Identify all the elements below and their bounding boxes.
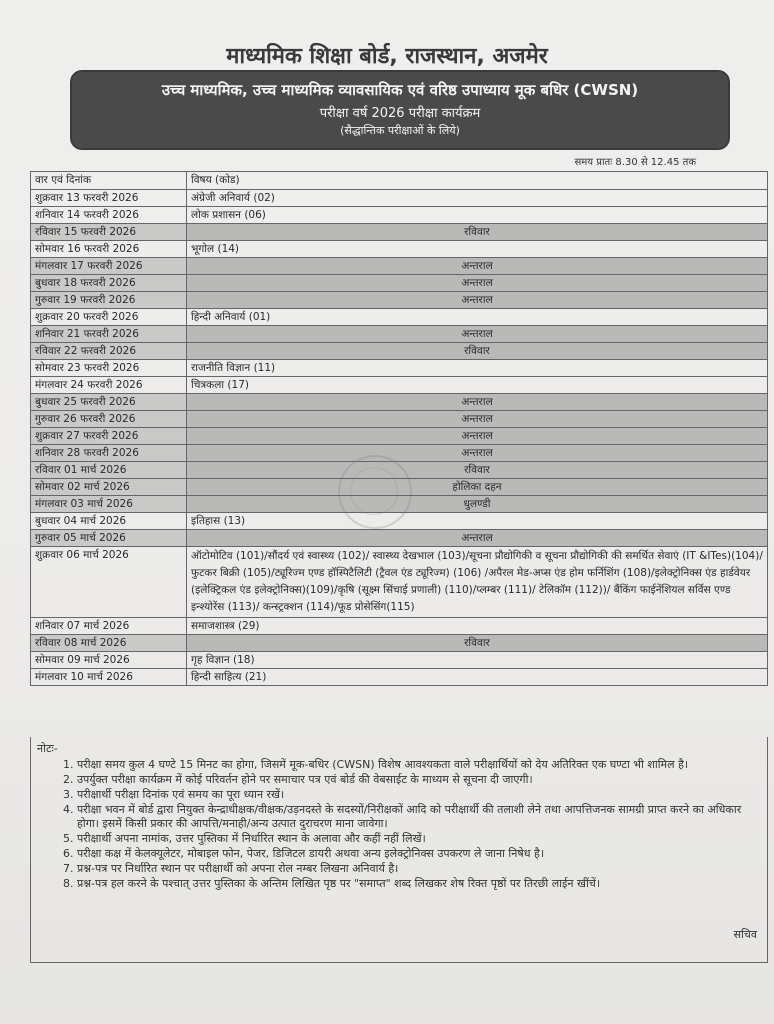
table-row (31, 326, 768, 343)
board-title: माध्यमिक शिक्षा बोर्ड, राजस्थान, अजमेर (226, 44, 548, 69)
notes-section (30, 737, 768, 963)
row-subject: भूगोल (14) (187, 241, 768, 258)
row-date: मंगलवार 10 मार्च 2026 (31, 669, 187, 686)
schedule-table (30, 171, 768, 686)
row-subject: चित्रकला (17) (187, 377, 768, 394)
row-date: शनिवार 14 फरवरी 2026 (31, 207, 187, 224)
note-item: 7. प्रश्न-पत्र पर निर्धारित स्थान पर परीक्षार्थी को अपना रोल नम्बर लिखना अनिवार्य है। (77, 862, 757, 876)
row-subject: ऑटोमोटिव (101)/सौंदर्य एवं स्वास्थ्य (102)/ स्वास्थ्य देखभाल (103)/सूचना प्रौद्योगिकी व सूचना प्रौद्योगिकी की समर्थित सेवाएं (IT &ITes)(104)/फुटकर बिक्री (105)/ट्यूरिज्म एण्ड हॉस्पिटैलिटी (ट्रैवल एंड ट्यूरिज्म) (106) /अपैरल मेड-अप्स एंड होम फर्निशिंग (108)/इलेक्ट्रोनिक्स एंड हार्डवेयर (इलेक्ट्रिकल एंड इलेक्ट्रोनिक्स)(109)/कृषि (सूक्ष्म सिंचाई प्रणाली) (110)/प्लम्बर (111)/ टेलिकॉम (112))/ बैंकिंग फाईनेंशियल सर्विस एण्ड इन्श्योरेंस (113)/ कन्स्ट्रक्शन (114)/फूड प्रोसेसिंग(115) (187, 547, 768, 618)
table-row (31, 224, 768, 241)
row-date: शनिवार 07 मार्च 2026 (31, 618, 187, 635)
table-row (31, 411, 768, 428)
table-row (31, 309, 768, 326)
table-row (31, 292, 768, 309)
table-row (31, 241, 768, 258)
row-date: शुक्रवार 06 मार्च 2026 (31, 547, 187, 618)
table-row (31, 394, 768, 411)
table-row (31, 258, 768, 275)
row-date: रविवार 08 मार्च 2026 (31, 635, 187, 652)
row-date: मंगलवार 03 मार्च 2026 (31, 496, 187, 513)
row-subject: अन्तराल (187, 411, 768, 428)
table-row (31, 530, 768, 547)
row-subject: लोक प्रशासन (06) (187, 207, 768, 224)
note-item: 4. परीक्षा भवन में बोर्ड द्वारा नियुक्त केन्द्राधीक्षक/वीक्षक/उड़नदस्ते के सदस्यों/निरीक्षकों आदि को परीक्षार्थी की तलाशी लेने तथा आपत्तिजनक सामग्री प्राप्त करने का अधिकार होगा। इसमें किसी प्रकार की आपत्ति/मनाही/अन्य उत्पात दुराचरण माना जावेगा। (77, 803, 757, 831)
row-subject: अंग्रेजी अनिवार्य (02) (187, 190, 768, 207)
note-item: 3. परीक्षार्थी परीक्षा दिनांक एवं समय का पूरा ध्यान रखें। (77, 788, 757, 802)
note-item: 2. उपर्युक्त परीक्षा कार्यक्रम में कोई परिवर्तन होने पर समाचार पत्र एवं बोर्ड की वेबसाईट के माध्यम से सूचना दी जाएगी। (77, 773, 757, 787)
row-date: सोमवार 23 फरवरी 2026 (31, 360, 187, 377)
row-date: बुधवार 18 फरवरी 2026 (31, 275, 187, 292)
row-subject: समाजशास्त्र (29) (187, 618, 768, 635)
row-date: शुक्रवार 20 फरवरी 2026 (31, 309, 187, 326)
table-header-row (31, 172, 768, 190)
table-row (31, 343, 768, 360)
row-subject: अन्तराल (187, 428, 768, 445)
table-row (31, 618, 768, 635)
banner-line-3: (सैद्धान्तिक परीक्षाओं के लिये) (340, 124, 460, 137)
row-date: रविवार 01 मार्च 2026 (31, 462, 187, 479)
notes-title: नोटः- (37, 742, 58, 755)
row-date: गुरुवार 26 फरवरी 2026 (31, 411, 187, 428)
row-date: सोमवार 16 फरवरी 2026 (31, 241, 187, 258)
row-subject: रविवार (187, 635, 768, 652)
table-row (31, 207, 768, 224)
exam-banner (72, 72, 728, 148)
table-row (31, 652, 768, 669)
row-date: बुधवार 04 मार्च 2026 (31, 513, 187, 530)
header-date: वार एवं दिनांक (31, 172, 187, 190)
banner-line-1: उच्च माध्यमिक, उच्च माध्यमिक व्यावसायिक एवं वरिष्ठ उपाध्याय मूक बधिर (CWSN) (161, 81, 639, 99)
row-subject: अन्तराल (187, 326, 768, 343)
row-date: शनिवार 21 फरवरी 2026 (31, 326, 187, 343)
row-subject: होलिका दहन (187, 479, 768, 496)
table-row (31, 377, 768, 394)
row-date: शुक्रवार 27 फरवरी 2026 (31, 428, 187, 445)
row-subject: अन्तराल (187, 445, 768, 462)
row-subject: रविवार (187, 343, 768, 360)
row-date: रविवार 15 फरवरी 2026 (31, 224, 187, 241)
note-item: 1. परीक्षा समय कुल 4 घण्टे 15 मिनट का होगा, जिसमें मूक-बधिर (CWSN) विशेष आवश्यकता वाले परीक्षार्थियों को देय अतिरिक्त एक घण्टा भी शामिल है। (77, 758, 757, 772)
row-subject: अन्तराल (187, 394, 768, 411)
row-date: मंगलवार 17 फरवरी 2026 (31, 258, 187, 275)
table-row (31, 190, 768, 207)
row-subject: इतिहास (13) (187, 513, 768, 530)
header-subject: विषय (कोड) (187, 172, 768, 190)
row-date: गुरुवार 19 फरवरी 2026 (31, 292, 187, 309)
row-date: मंगलवार 24 फरवरी 2026 (31, 377, 187, 394)
row-subject: अन्तराल (187, 292, 768, 309)
note-item: 6. परीक्षा कक्ष में केलक्यूलेटर, मोबाइल फोन, पेजर, डिजिटल डायरी अथवा अन्य इलेक्ट्रोनिक्स उपकरण ले जाना निषेध है। (77, 847, 757, 861)
board-seal-watermark (338, 455, 412, 529)
table-row (31, 360, 768, 377)
signature: सचिव (733, 928, 757, 941)
table-row (31, 445, 768, 462)
schedule-body (31, 190, 768, 686)
row-subject: अन्तराल (187, 530, 768, 547)
table-row (31, 635, 768, 652)
notes-list (31, 758, 767, 891)
row-date: शनिवार 28 फरवरी 2026 (31, 445, 187, 462)
row-subject: गृह विज्ञान (18) (187, 652, 768, 669)
row-subject: हिन्दी अनिवार्य (01) (187, 309, 768, 326)
row-subject: अन्तराल (187, 258, 768, 275)
row-date: रविवार 22 फरवरी 2026 (31, 343, 187, 360)
table-row (31, 547, 768, 618)
row-date: सोमवार 02 मार्च 2026 (31, 479, 187, 496)
row-date: गुरुवार 05 मार्च 2026 (31, 530, 187, 547)
row-subject: राजनीति विज्ञान (11) (187, 360, 768, 377)
row-subject: रविवार (187, 462, 768, 479)
exam-time: समय प्रातः 8.30 से 12.45 तक (574, 157, 696, 168)
note-item: 8. प्रश्न-पत्र हल करने के पश्चात् उत्तर पुस्तिका के अन्तिम लिखित पृष्ठ पर "समाप्त" शब्द लिखकर शेष रिक्त पृष्ठों पर तिरछी लाईन खींचें। (77, 877, 757, 891)
row-subject: अन्तराल (187, 275, 768, 292)
table-row (31, 275, 768, 292)
table-row (31, 669, 768, 686)
banner-line-2: परीक्षा वर्ष 2026 परीक्षा कार्यक्रम (319, 106, 481, 121)
row-subject: हिन्दी साहित्य (21) (187, 669, 768, 686)
row-date: बुधवार 25 फरवरी 2026 (31, 394, 187, 411)
row-subject: धुलण्डी (187, 496, 768, 513)
row-date: शुक्रवार 13 फरवरी 2026 (31, 190, 187, 207)
table-row (31, 428, 768, 445)
note-item: 5. परीक्षार्थी अपना नामांक, उत्तर पुस्तिका में निर्धारित स्थान के अलावा और कहीं नहीं लिखें। (77, 832, 757, 846)
row-date: सोमवार 09 मार्च 2026 (31, 652, 187, 669)
row-subject: रविवार (187, 224, 768, 241)
